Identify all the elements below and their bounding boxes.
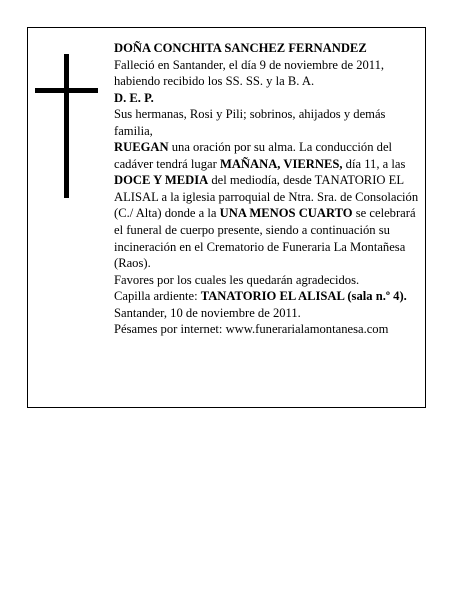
ruegan-text: una oración por su alma. La conducción del cadáver tendrá lugar	[114, 140, 393, 171]
condolences-line: Pésames por internet: www.funerarialamontanesa.com	[114, 322, 389, 337]
day-emphasis: MAÑANA, VIERNES,	[219, 156, 343, 171]
date-place-line: Santander, 10 de noviembre de 2011.	[114, 305, 301, 320]
ruegan-emphasis: RUEGAN	[114, 140, 169, 155]
gratitude-line: Favores por los cuales les quedarán agradecidos.	[114, 272, 360, 287]
family-paragraph: Sus hermanas, Rosi y Pili; sobrinos, ahijados y demás familia,	[114, 107, 386, 138]
latin-cross-icon	[35, 54, 98, 198]
chapel-value: TANATORIO EL ALISAL (sala n.º 4).	[200, 289, 407, 304]
chapel-label: Capilla ardiente:	[114, 289, 201, 304]
death-line-1: Falleció en Santander, el día 9 de noviembre de 2011,	[114, 57, 385, 72]
date-text: día 11, a las	[342, 156, 406, 171]
route-text: del mediodía, desde TANATORIO EL ALISAL a la iglesia parroquial de Ntra. Sra. de Consolación (C./ Alta) donde a la	[114, 173, 419, 221]
ceremony-paragraph	[114, 139, 426, 271]
rest-in-peace: D. E. P.	[114, 90, 154, 105]
death-line-2: habiendo recibido los SS. SS. y la B. A.	[114, 74, 315, 89]
death-notice	[114, 57, 426, 90]
chapel-paragraph	[114, 288, 426, 305]
obituary-text	[114, 40, 426, 338]
funeral-time-emphasis: UNA MENOS CUARTO	[219, 206, 353, 221]
cross-horizontal-bar	[35, 88, 98, 93]
deceased-name: DOÑA CONCHITA SANCHEZ FERNANDEZ	[114, 41, 367, 55]
time-emphasis: DOCE Y MEDIA	[114, 173, 209, 188]
funeral-text: se celebrará el funeral de cuerpo presente, siendo a continuación su incineración en el Crematorio de Funeraria La Montañesa (Raos).	[114, 206, 416, 271]
cross-vertical-bar	[64, 54, 69, 198]
